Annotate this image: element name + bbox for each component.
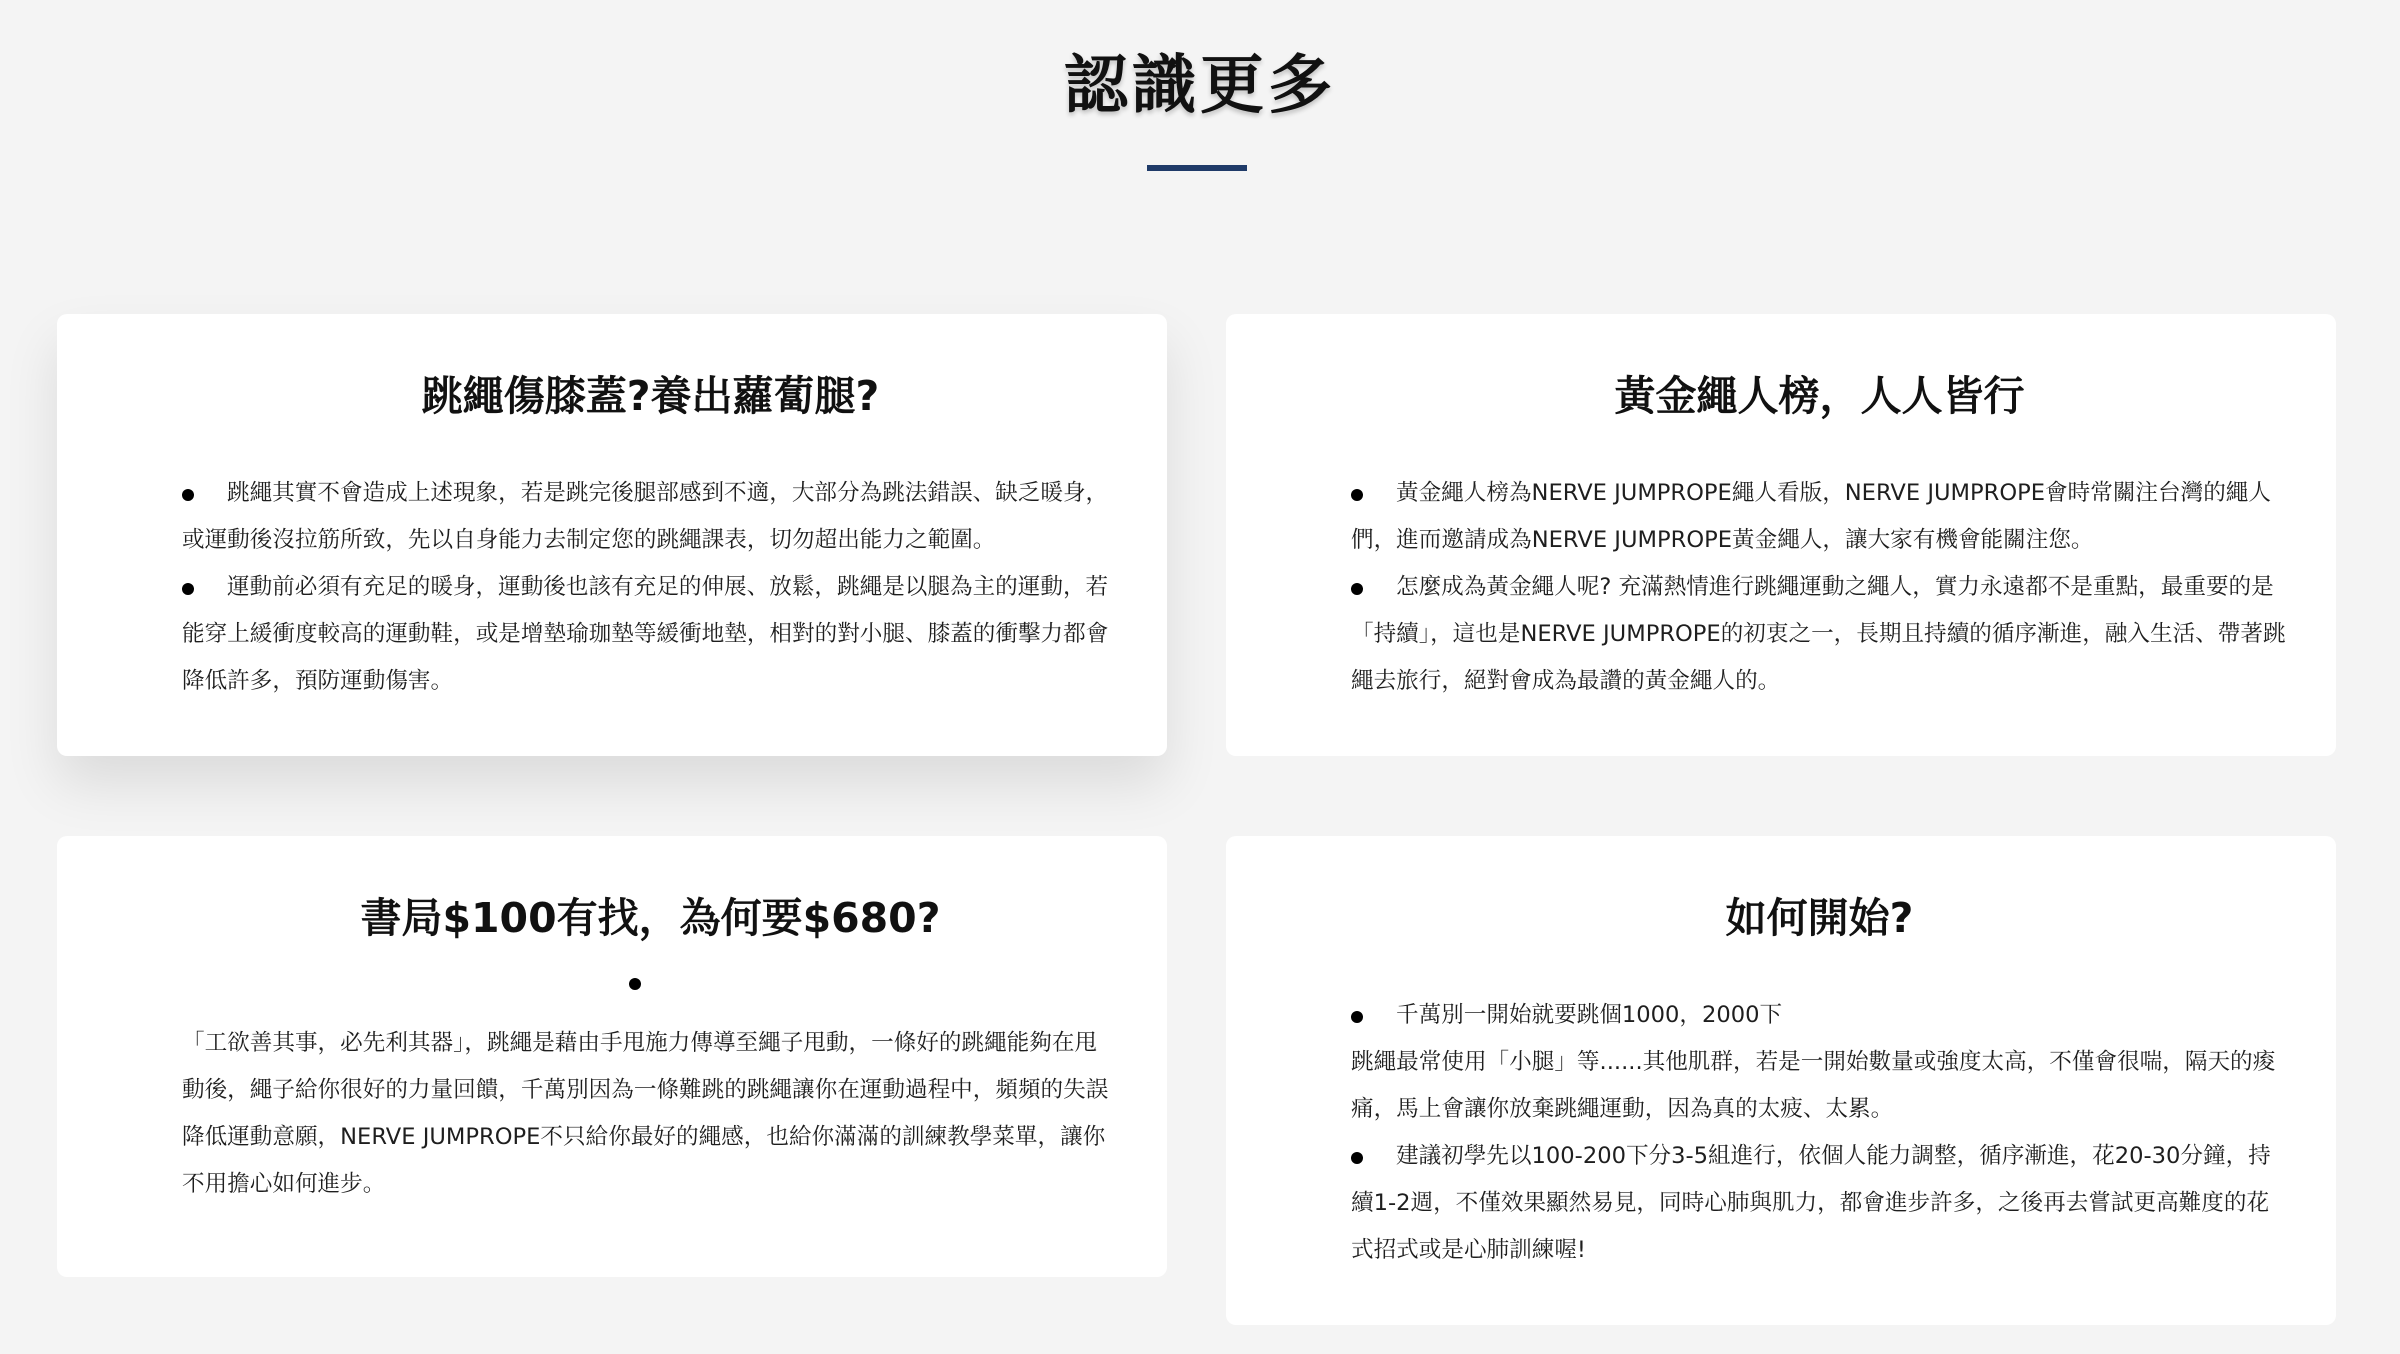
card-title: 如何開始? (1725, 894, 1914, 942)
title-underline (1147, 165, 1247, 171)
info-card-price (57, 836, 1167, 1277)
card-title: 書局$100有找，為何要$680? (360, 894, 941, 942)
list-item: 跳繩其實不會造成上述現象，若是跳完後腿部感到不適，大部分為跳法錯誤、缺乏暖身，或運動後沒拉筋所致，先以自身能力去制定您的跳繩課表，切勿超出能力之範圍。 (182, 480, 1109, 553)
info-card-golden-roper (1226, 314, 2336, 756)
list-item: 運動前必須有充足的暖身，運動後也該有充足的伸展、放鬆，跳繩是以腿為主的運動，若能穿上緩衝度較高的運動鞋，或是增墊瑜珈墊等緩衝地墊，相對的對小腿、膝蓋的衝擊力都會降低許多，預防運動傷害。 (182, 574, 1109, 694)
card-paragraph: 「工欲善其事，必先利其器」，跳繩是藉由手甩施力傳導至繩子甩動，一條好的跳繩能夠在甩動後，繩子給你很好的力量回饋，千萬別因為一條難跳的跳繩讓你在運動過程中，頻頻的失誤降低運動意願，NERVE JUMPROPE不只給你最好的繩感，也給你滿滿的訓練教學菜單，讓你不用擔心如何進步。 (182, 1030, 1109, 1197)
section-title: 認識更多 (1064, 49, 1336, 123)
info-card-how-to-start (1226, 836, 2336, 1325)
card-body (1351, 470, 2288, 705)
bullet-icon (182, 489, 194, 501)
bullet-icon (1351, 1011, 1363, 1023)
card-body (182, 470, 1119, 705)
card-title: 跳繩傷膝蓋?養出蘿蔔腿? (421, 372, 880, 420)
list-item: 建議初學先以100-200下分3-5組進行，依個人能力調整，循序漸進，花20-30分鐘，持續1-2週，不僅效果顯然易見，同時心肺與肌力，都會進步許多，之後再去嘗試更高難度的花式招式或是心肺訓練喔! (1351, 1143, 2271, 1263)
card-body (1351, 992, 2288, 1274)
bullet-icon (182, 583, 194, 595)
list-item: 千萬別一開始就要跳個1000，2000下 (1351, 992, 2288, 1039)
card-title: 黃金繩人榜，人人皆行 (1614, 372, 2025, 420)
list-item: 怎麼成為黃金繩人呢? 充滿熱情進行跳繩運動之繩人，實力永遠都不是重點，最重要的是「持續」，這也是NERVE JUMPROPE的初衷之一，長期且持續的循序漸進，融入生活、帶著跳繩去旅行，絕對會成為最讚的黃金繩人的。 (1351, 574, 2286, 694)
bullet-icon (1351, 1152, 1363, 1164)
card-body (182, 978, 1119, 1208)
bullet-icon (1351, 489, 1363, 501)
info-card-jumprope-knee (57, 314, 1167, 756)
card-paragraph: 跳繩最常使用「小腿」等......其他肌群，若是一開始數量或強度太高，不僅會很喘，隔天的痠痛，馬上會讓你放棄跳繩運動，因為真的太疲、太累。 (1351, 1049, 2276, 1122)
bullet-icon (629, 978, 641, 990)
list-item: 黃金繩人榜為NERVE JUMPROPE繩人看版，NERVE JUMPROPE會時常關注台灣的繩人們，進而邀請成為NERVE JUMPROPE黃金繩人，讓大家有機會能關注您。 (1351, 480, 2271, 553)
bullet-icon (1351, 583, 1363, 595)
